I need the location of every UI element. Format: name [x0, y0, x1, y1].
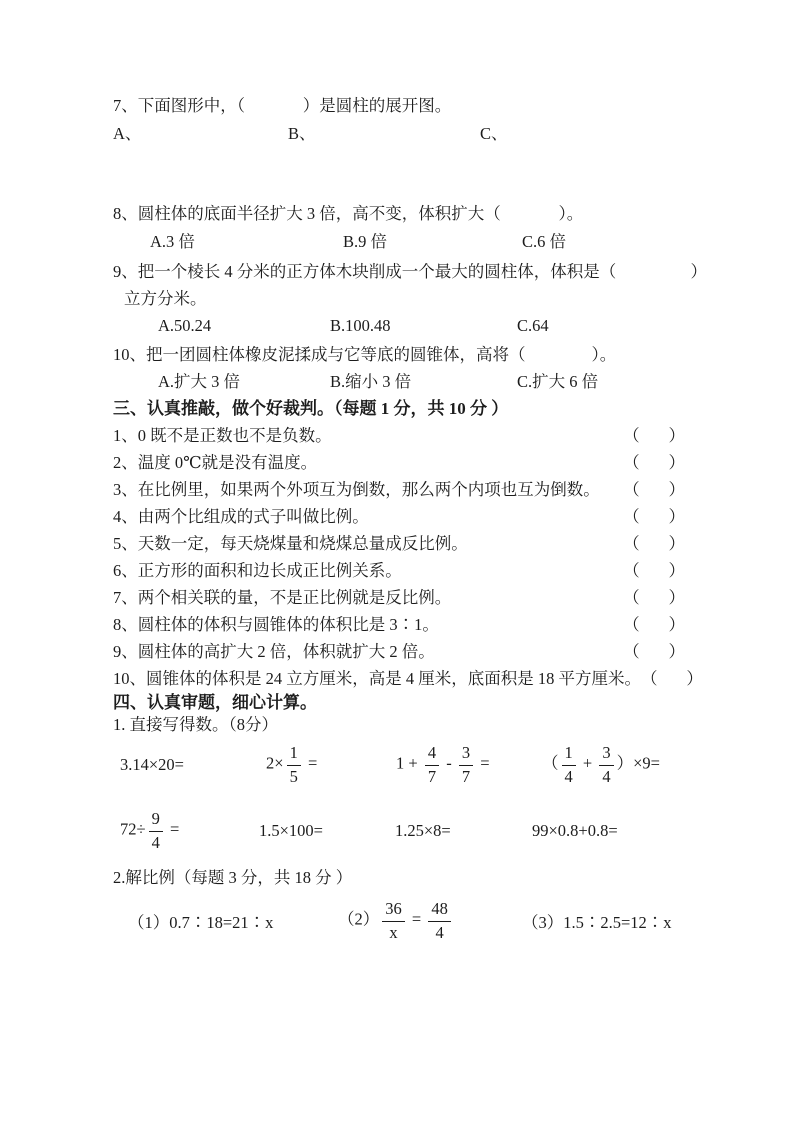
fraction: [599, 744, 613, 785]
question-9-option-b: B.100.48: [330, 316, 391, 335]
answer-bracket: （ ）: [623, 534, 685, 553]
calc-expression: [338, 900, 522, 941]
judge-item-9: [113, 638, 685, 665]
fraction-numerator: 48: [431, 899, 448, 919]
question-7-option-a: A、: [113, 124, 142, 143]
fraction-denominator: x: [382, 921, 405, 942]
calc-part-1-title: 1. 直接写得数。（8分）: [113, 715, 278, 734]
answer-bracket: （ ）: [623, 615, 685, 634]
expr-text: +: [578, 753, 597, 773]
fraction: [425, 744, 439, 785]
fraction-denominator: 7: [425, 765, 439, 786]
fraction-numerator: 36: [385, 899, 402, 919]
answer-bracket: （ ）: [641, 669, 703, 688]
question-9-option-a: A.50.24: [158, 316, 212, 335]
judge-item-text: 3、在比例里，如果两个外项互为倒数，那么两个内项也互为倒数。: [113, 480, 600, 499]
question-9-text-line2: 立方分米。: [124, 289, 207, 308]
paper-content: [113, 92, 707, 952]
calc-expression: （3）1.5∶2.5=12∶x: [522, 913, 672, 932]
judge-item-4: [113, 503, 685, 530]
figure-blank-area: [113, 148, 685, 200]
fraction-denominator: 4: [562, 765, 576, 786]
expr-text: 72÷: [120, 819, 146, 839]
judge-item-2: [113, 449, 685, 476]
question-8-text: 8、圆柱体的底面半径扩大 3 倍，高不变，体积扩大（ ）。: [113, 204, 584, 223]
section-4-heading: 四、认真审题，细心计算。: [113, 693, 317, 712]
question-9-options: [113, 312, 685, 339]
question-10-option-c: C.扩大 6 倍: [517, 372, 599, 391]
fraction-denominator: 4: [149, 831, 163, 852]
answer-bracket: （ ）: [623, 480, 685, 499]
fraction: [382, 900, 405, 941]
calc-expression: [266, 744, 396, 785]
question-7-options: [113, 120, 685, 148]
section-3-heading: 三、认真推敲，做个好裁判。（每题 1 分，共 10 分 ）: [113, 399, 509, 418]
judge-item-text: 7、两个相关联的量，不是正比例就是反比例。: [113, 588, 452, 607]
question-8-option-a: A.3 倍: [150, 232, 195, 251]
judge-item-5: [113, 530, 685, 557]
fraction-denominator: 4: [428, 921, 451, 942]
answer-bracket: （ ）: [623, 642, 685, 661]
judge-item-text: 2、温度 0℃就是没有温度。: [113, 453, 318, 472]
calc-expression: [396, 744, 542, 785]
fraction: [149, 810, 163, 851]
question-10-text: 10、把一团圆柱体橡皮泥揉成与它等底的圆锥体，高将（ ）。: [113, 345, 617, 364]
judge-item-8: [113, 611, 685, 638]
calc-expression: 3.14×20=: [120, 755, 184, 774]
calc-expression: [542, 744, 660, 785]
expr-text: 2×: [266, 753, 284, 773]
calc-expression: 99×0.8+0.8=: [532, 821, 618, 840]
answer-bracket: （ ）: [623, 561, 685, 580]
fraction-denominator: 4: [599, 765, 613, 786]
calc-row-3: [113, 890, 685, 952]
fraction-numerator: 9: [151, 809, 160, 829]
question-7-option-b: B、: [288, 124, 316, 143]
question-7-text: 7、下面图形中，（ ）是圆柱的展开图。: [113, 96, 452, 115]
fraction-numerator: 1: [564, 743, 573, 763]
question-8-option-b: B.9 倍: [343, 232, 388, 251]
fraction: [459, 744, 473, 785]
judge-item-text: 1、0 既不是正数也不是负数。: [113, 426, 332, 445]
fraction-numerator: 3: [461, 743, 471, 763]
judge-item-text: 4、由两个比组成的式子叫做比例。: [113, 507, 369, 526]
expr-text: （2）: [338, 909, 380, 929]
expr-text: 1 +: [396, 753, 422, 773]
expr-text: =: [407, 909, 426, 929]
judge-item-7: [113, 584, 685, 611]
expr-text: ）×9=: [616, 753, 660, 773]
expr-text: =: [476, 753, 490, 773]
fraction-denominator: 5: [287, 765, 301, 786]
judge-item-text: 9、圆柱体的高扩大 2 倍，体积就扩大 2 倍。: [113, 642, 435, 661]
fraction-numerator: 1: [289, 743, 298, 763]
judge-item-3: [113, 476, 685, 503]
calc-row-1: [113, 736, 685, 794]
judge-item-text: 8、圆柱体的体积与圆锥体的体积比是 3∶1。: [113, 615, 439, 634]
expr-text: -: [442, 753, 456, 773]
judge-item-text: 5、天数一定，每天烧煤量和烧煤总量成反比例。: [113, 534, 468, 553]
fraction-numerator: 4: [427, 743, 437, 763]
question-7-option-c: C、: [480, 124, 508, 143]
question-10-option-b: B.缩小 3 倍: [330, 372, 412, 391]
question-9-text-line1: 9、把一个棱长 4 分米的正方体木块削成一个最大的圆柱体，体积是（ ）: [113, 262, 707, 281]
expr-text: =: [165, 819, 180, 839]
expr-text: （: [542, 753, 559, 773]
fraction: [428, 900, 451, 941]
calc-expression: （1）0.7∶18=21∶x: [128, 913, 274, 932]
judge-item-1: [113, 422, 685, 449]
judge-item-text: 10、圆锥体的体积是 24 立方厘米，高是 4 厘米，底面积是 18 平方厘米。: [113, 669, 641, 688]
fraction-denominator: 7: [459, 765, 473, 786]
question-8-option-c: C.6 倍: [522, 232, 567, 251]
calc-expression: [120, 810, 259, 851]
answer-bracket: （ ）: [623, 507, 685, 526]
calc-row-2: [113, 802, 685, 860]
fraction-numerator: 3: [602, 743, 611, 763]
answer-bracket: （ ）: [623, 588, 685, 607]
question-8-options: [113, 228, 685, 256]
answer-bracket: （ ）: [623, 426, 685, 445]
calc-expression: 1.25×8=: [395, 821, 451, 840]
judge-item-text: 6、正方形的面积和边长成正比例关系。: [113, 561, 402, 580]
fraction: [287, 744, 301, 785]
answer-bracket: （ ）: [623, 453, 685, 472]
question-10-option-a: A.扩大 3 倍: [158, 372, 241, 391]
fraction: [562, 744, 576, 785]
judge-item-6: [113, 557, 685, 584]
expr-text: =: [303, 753, 318, 773]
question-10-options: [113, 368, 685, 395]
calc-part-2-title: 2.解比例（每题 3 分，共 18 分 ）: [113, 868, 353, 887]
calc-expression: 1.5×100=: [259, 821, 323, 840]
judge-item-10: [113, 665, 703, 692]
question-9-option-c: C.64: [517, 316, 549, 335]
